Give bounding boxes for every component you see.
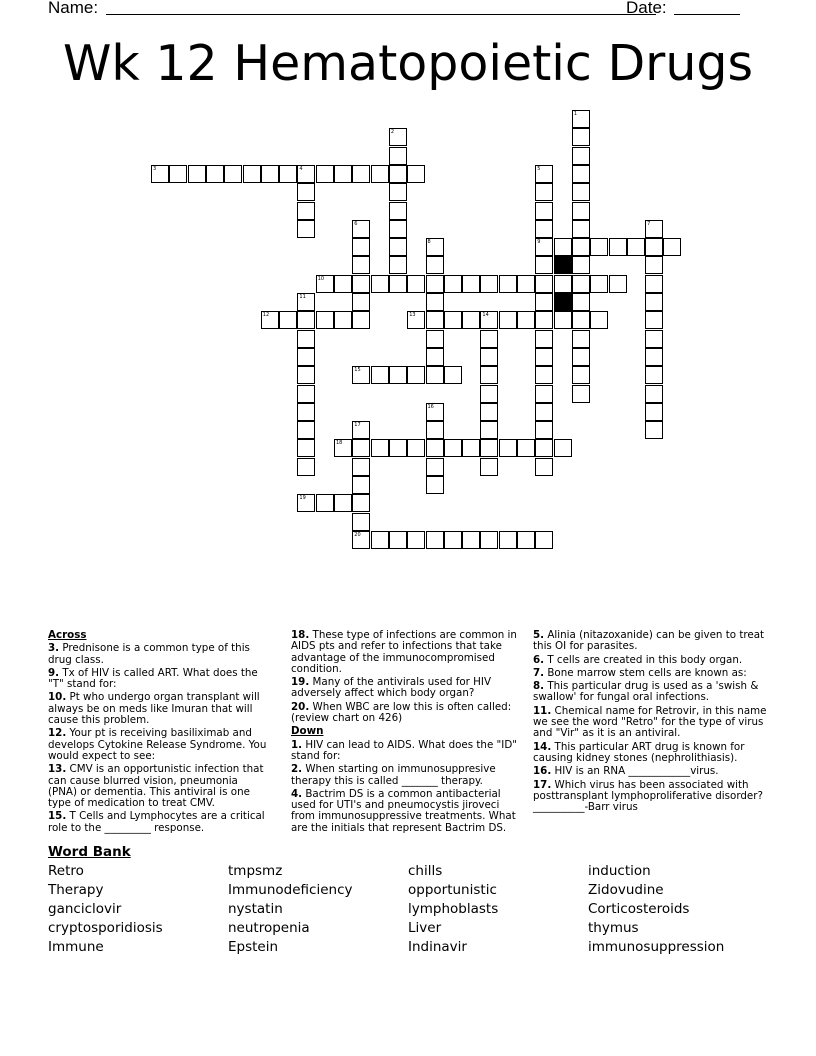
grid-cell[interactable] xyxy=(480,366,498,384)
grid-cell[interactable] xyxy=(352,238,370,256)
grid-cell[interactable] xyxy=(297,202,315,220)
cell-number: 6 xyxy=(354,220,358,227)
grid-cell[interactable] xyxy=(572,183,590,201)
grid-cell[interactable] xyxy=(297,183,315,201)
clues-column-2 xyxy=(291,630,523,836)
cell-number: 8 xyxy=(427,239,431,246)
grid-cell[interactable] xyxy=(389,531,407,549)
word-bank-item: cryptosporidiosis xyxy=(48,920,163,936)
grid-cell[interactable] xyxy=(352,494,370,512)
grid-cell[interactable] xyxy=(426,293,444,311)
grid-cell[interactable] xyxy=(297,458,315,476)
clue: 6. T cells are created in this body organ. xyxy=(533,653,743,666)
grid-cell[interactable] xyxy=(535,366,553,384)
grid-cell[interactable] xyxy=(389,256,407,274)
word-bank-item: Therapy xyxy=(48,882,104,898)
grid-cell[interactable] xyxy=(297,293,315,311)
clue: 2. When starting on immunosuppresive therapy this is called _______ therapy. xyxy=(291,763,496,787)
grid-cell[interactable] xyxy=(407,366,425,384)
clue: 12. Your pt is receiving basiliximab and develops Cytokine Release Syndrome. You would expect to see: xyxy=(48,727,267,762)
grid-cell[interactable] xyxy=(480,275,498,293)
across-heading: Across xyxy=(48,629,87,641)
grid-cell[interactable] xyxy=(169,165,187,183)
down-heading: Down xyxy=(291,725,324,738)
grid-cell[interactable] xyxy=(352,275,370,293)
grid-cell[interactable] xyxy=(572,275,590,293)
clue: 17. Which virus has been associated with posttransplant lymphoproliferative disorder? __________-Barr virus xyxy=(533,778,763,814)
grid-cell[interactable] xyxy=(663,238,681,256)
grid-cell[interactable] xyxy=(243,165,261,183)
grid-cell[interactable] xyxy=(590,238,608,256)
word-bank-item: Immune xyxy=(48,939,104,955)
grid-cell[interactable] xyxy=(627,238,645,256)
grid-cell[interactable] xyxy=(188,165,206,183)
grid-cell[interactable] xyxy=(609,275,627,293)
grid-cell[interactable] xyxy=(334,275,352,293)
grid-cell[interactable] xyxy=(535,421,553,439)
clue: 10. Pt who undergo organ transplant will always be on meds like Imuran that will cause this problem. xyxy=(48,691,260,727)
grid-cell[interactable] xyxy=(572,348,590,366)
grid-cell[interactable] xyxy=(426,238,444,256)
word-bank-item: Corticosteroids xyxy=(588,901,690,917)
grid-cell[interactable] xyxy=(645,275,663,293)
grid-cell[interactable] xyxy=(645,293,663,311)
grid-cell[interactable] xyxy=(426,421,444,439)
grid-cell[interactable] xyxy=(572,293,590,311)
clue: 18. These type of infections are common in AIDS pts and refer to infections that take advantage of the immunocompromised condition. xyxy=(291,629,517,675)
grid-cell[interactable] xyxy=(645,220,663,238)
word-bank-column xyxy=(228,862,352,957)
grid-cell[interactable] xyxy=(151,165,169,183)
grid-cell[interactable] xyxy=(297,366,315,384)
grid-cell[interactable] xyxy=(499,275,517,293)
grid-block xyxy=(554,293,572,311)
grid-cell[interactable] xyxy=(224,165,242,183)
grid-cell[interactable] xyxy=(426,330,444,348)
grid-cell[interactable] xyxy=(371,439,389,457)
grid-cell[interactable] xyxy=(535,531,553,549)
grid-cell[interactable] xyxy=(297,311,315,329)
grid-cell[interactable] xyxy=(316,311,334,329)
grid-cell[interactable] xyxy=(572,220,590,238)
clues-column-3 xyxy=(533,630,769,815)
grid-cell[interactable] xyxy=(426,275,444,293)
grid-cell[interactable] xyxy=(389,202,407,220)
grid-cell[interactable] xyxy=(444,311,462,329)
grid-cell[interactable] xyxy=(426,348,444,366)
grid-cell[interactable] xyxy=(480,531,498,549)
grid-cell[interactable] xyxy=(572,202,590,220)
grid-cell[interactable] xyxy=(535,348,553,366)
grid-cell[interactable] xyxy=(297,385,315,403)
word-bank-item: ganciclovir xyxy=(48,901,122,917)
word-bank-item: immunosuppression xyxy=(588,939,725,955)
word-bank-item: Retro xyxy=(48,863,84,879)
grid-cell[interactable] xyxy=(572,147,590,165)
grid-cell[interactable] xyxy=(444,366,462,384)
grid-cell[interactable] xyxy=(352,256,370,274)
grid-cell[interactable] xyxy=(444,439,462,457)
page-title: Wk 12 Hematopoietic Drugs xyxy=(62,35,754,92)
grid-cell[interactable] xyxy=(316,494,334,512)
word-bank-item: lymphoblasts xyxy=(408,901,499,917)
clue: 16. HIV is an RNA ____________virus. xyxy=(533,765,719,778)
grid-cell[interactable] xyxy=(371,366,389,384)
grid-cell[interactable] xyxy=(352,421,370,439)
grid-cell[interactable] xyxy=(499,531,517,549)
grid-cell[interactable] xyxy=(352,439,370,457)
grid-cell[interactable] xyxy=(352,220,370,238)
grid-cell[interactable] xyxy=(426,476,444,494)
grid-cell[interactable] xyxy=(426,531,444,549)
grid-cell[interactable] xyxy=(535,275,553,293)
cell-number: 2 xyxy=(390,129,395,136)
grid-cell[interactable] xyxy=(554,238,572,256)
grid-cell[interactable] xyxy=(462,275,480,293)
grid-cell[interactable] xyxy=(535,385,553,403)
grid-cell[interactable] xyxy=(480,439,498,457)
grid-cell[interactable] xyxy=(645,366,663,384)
grid-cell[interactable] xyxy=(535,330,553,348)
grid-cell[interactable] xyxy=(352,531,370,549)
grid-cell[interactable] xyxy=(572,238,590,256)
clue: 11. Chemical name for Retrovir, in this name we see the word "Retro" for the type of virus and "Vir" as it is an antiviral. xyxy=(533,704,767,740)
grid-cell[interactable] xyxy=(426,439,444,457)
clue: 13. CMV is an opportunistic infection that can cause blurred vision, pneumonia (PNA) or dementia. This antiviral is one type of medication to treat CMV. xyxy=(48,763,264,810)
grid-cell[interactable] xyxy=(297,348,315,366)
grid-cell[interactable] xyxy=(535,311,553,329)
cell-number: 17 xyxy=(354,422,361,429)
clue: 7. Bone marrow stem cells are known as: xyxy=(533,666,747,679)
clue: 5. Alinia (nitazoxanide) can be given to treat this OI for parasites. xyxy=(533,629,765,653)
grid-cell[interactable] xyxy=(535,238,553,256)
grid-cell[interactable] xyxy=(554,275,572,293)
cell-number: 9 xyxy=(537,239,541,246)
grid-cell[interactable] xyxy=(389,165,407,183)
word-bank-item: thymus xyxy=(588,920,639,936)
grid-cell[interactable] xyxy=(572,128,590,146)
grid-cell[interactable] xyxy=(572,110,590,128)
grid-cell[interactable] xyxy=(297,421,315,439)
grid-cell[interactable] xyxy=(535,458,553,476)
cell-number: 3 xyxy=(153,165,157,172)
word-bank-column xyxy=(48,862,163,957)
grid-cell[interactable] xyxy=(352,311,370,329)
grid-cell[interactable] xyxy=(609,238,627,256)
grid-cell[interactable] xyxy=(297,403,315,421)
grid-cell[interactable] xyxy=(645,256,663,274)
grid-cell[interactable] xyxy=(645,403,663,421)
grid-cell[interactable] xyxy=(444,531,462,549)
grid-cell[interactable] xyxy=(480,385,498,403)
grid-cell[interactable] xyxy=(645,311,663,329)
grid-cell[interactable] xyxy=(371,165,389,183)
grid-cell[interactable] xyxy=(334,439,352,457)
word-bank-item: Epstein xyxy=(228,939,279,955)
grid-cell[interactable] xyxy=(407,165,425,183)
word-bank-title: Word Bank xyxy=(48,844,131,860)
grid-cell[interactable] xyxy=(371,531,389,549)
grid-cell[interactable] xyxy=(279,311,297,329)
word-bank-column xyxy=(408,862,498,957)
grid-cell[interactable] xyxy=(572,165,590,183)
word-bank-item: nystatin xyxy=(228,901,283,917)
grid-cell[interactable] xyxy=(462,311,480,329)
grid-cell[interactable] xyxy=(261,165,279,183)
grid-cell[interactable] xyxy=(297,439,315,457)
grid-cell[interactable] xyxy=(645,421,663,439)
clue: 3. Prednisone is a common type of this drug class. xyxy=(48,642,250,666)
grid-cell[interactable] xyxy=(535,202,553,220)
cell-number: 15 xyxy=(354,367,361,374)
grid-cell[interactable] xyxy=(444,275,462,293)
grid-cell[interactable] xyxy=(645,385,663,403)
grid-cell[interactable] xyxy=(572,311,590,329)
grid-cell[interactable] xyxy=(389,183,407,201)
grid-cell[interactable] xyxy=(352,513,370,531)
grid-cell[interactable] xyxy=(297,330,315,348)
cell-number: 18 xyxy=(336,440,343,447)
grid-cell[interactable] xyxy=(352,476,370,494)
word-bank-item: Liver xyxy=(408,920,442,936)
cell-number: 5 xyxy=(537,165,541,172)
grid-cell[interactable] xyxy=(389,147,407,165)
word-bank-item: tmpsmz xyxy=(228,863,283,879)
grid-cell[interactable] xyxy=(590,275,608,293)
grid-cell[interactable] xyxy=(352,366,370,384)
grid-cell[interactable] xyxy=(426,256,444,274)
cell-number: 14 xyxy=(482,312,489,319)
grid-cell[interactable] xyxy=(535,293,553,311)
grid-cell[interactable] xyxy=(480,458,498,476)
grid-cell[interactable] xyxy=(499,311,517,329)
grid-cell[interactable] xyxy=(316,275,334,293)
cell-number: 10 xyxy=(317,275,325,282)
clue: 20. When WBC are low this is often called: (review chart on 426) xyxy=(291,700,512,725)
word-bank-item: chills xyxy=(408,863,443,879)
grid-cell[interactable] xyxy=(407,275,425,293)
word-bank-item: induction xyxy=(588,863,651,879)
cell-number: 13 xyxy=(409,312,416,319)
grid-cell[interactable] xyxy=(590,311,608,329)
grid-cell[interactable] xyxy=(206,165,224,183)
grid-cell[interactable] xyxy=(517,275,535,293)
grid-cell[interactable] xyxy=(426,366,444,384)
word-bank-item: Indinavir xyxy=(408,939,467,955)
cell-number: 19 xyxy=(299,495,306,502)
clue: 9. Tx of HIV is called ART. What does the "T" stand for: xyxy=(48,666,258,691)
grid-cell[interactable] xyxy=(297,165,315,183)
clues-column-1 xyxy=(48,630,270,836)
word-bank-column xyxy=(588,862,724,957)
clue: 1. HIV can lead to AIDS. What does the "ID" stand for: xyxy=(291,738,517,762)
name-label: Name: xyxy=(48,0,99,17)
grid-cell[interactable] xyxy=(572,385,590,403)
cell-number: 7 xyxy=(647,220,651,227)
grid-cell[interactable] xyxy=(535,165,553,183)
grid-cell[interactable] xyxy=(261,311,279,329)
word-bank-item: Immunodeficiency xyxy=(228,882,353,898)
clue: 14. This particular ART drug is known for causing kidney stones (nephrolithiasis). xyxy=(533,740,745,764)
grid-cell[interactable] xyxy=(517,531,535,549)
grid-cell[interactable] xyxy=(572,330,590,348)
cell-number: 20 xyxy=(354,531,361,538)
grid-cell[interactable] xyxy=(480,421,498,439)
grid-cell[interactable] xyxy=(352,458,370,476)
cell-number: 4 xyxy=(299,165,303,172)
grid-cell[interactable] xyxy=(297,220,315,238)
word-bank-item: opportunistic xyxy=(408,882,497,898)
grid-cell[interactable] xyxy=(407,311,425,329)
grid-cell[interactable] xyxy=(371,275,389,293)
cell-number: 16 xyxy=(427,403,434,410)
grid-cell[interactable] xyxy=(389,275,407,293)
clue: 15. T Cells and Lymphocytes are a critical role to the _________ response. xyxy=(48,810,265,834)
grid-cell[interactable] xyxy=(517,311,535,329)
word-bank-item: Zidovudine xyxy=(588,882,664,898)
grid-cell[interactable] xyxy=(480,330,498,348)
grid-cell[interactable] xyxy=(480,403,498,421)
word-bank-item: neutropenia xyxy=(228,920,310,936)
grid-cell[interactable] xyxy=(389,238,407,256)
grid-cell[interactable] xyxy=(517,439,535,457)
grid-cell[interactable] xyxy=(535,403,553,421)
cell-number: 12 xyxy=(262,312,270,319)
grid-cell[interactable] xyxy=(480,311,498,329)
grid-cell[interactable] xyxy=(645,238,663,256)
grid-cell[interactable] xyxy=(297,494,315,512)
grid-cell[interactable] xyxy=(480,348,498,366)
grid-cell[interactable] xyxy=(389,128,407,146)
cell-number: 1 xyxy=(573,111,578,117)
grid-cell[interactable] xyxy=(426,403,444,421)
grid-cell[interactable] xyxy=(352,293,370,311)
clue: 8. This particular drug is used as a 'swish & swallow' for fungal oral infections. xyxy=(533,680,759,704)
clue: 19. Many of the antivirals used for HIV adversely affect which body organ? xyxy=(291,676,492,700)
grid-block xyxy=(554,256,572,274)
cell-number: 11 xyxy=(299,294,306,300)
grid-cell[interactable] xyxy=(535,220,553,238)
grid-cell[interactable] xyxy=(389,220,407,238)
grid-cell[interactable] xyxy=(462,531,480,549)
grid-cell[interactable] xyxy=(499,439,517,457)
grid-cell[interactable] xyxy=(352,165,370,183)
clue: 4. Bactrim DS is a common antibacterial used for UTI's and pneumocystis jiroveci from immunosuppressive treatments. What are the initials that represent Bactrim DS. xyxy=(291,787,516,834)
grid-cell[interactable] xyxy=(572,256,590,274)
grid-cell[interactable] xyxy=(535,439,553,457)
grid-cell[interactable] xyxy=(462,439,480,457)
grid-cell[interactable] xyxy=(279,165,297,183)
grid-cell[interactable] xyxy=(334,311,352,329)
grid-cell[interactable] xyxy=(426,458,444,476)
grid-cell[interactable] xyxy=(535,256,553,274)
grid-cell[interactable] xyxy=(426,311,444,329)
grid-cell[interactable] xyxy=(645,330,663,348)
grid-cell[interactable] xyxy=(316,165,334,183)
grid-cell[interactable] xyxy=(554,439,572,457)
grid-cell[interactable] xyxy=(535,183,553,201)
grid-cell[interactable] xyxy=(572,366,590,384)
grid-cell[interactable] xyxy=(334,494,352,512)
grid-cell[interactable] xyxy=(334,165,352,183)
grid-cell[interactable] xyxy=(407,439,425,457)
grid-cell[interactable] xyxy=(389,366,407,384)
grid-cell[interactable] xyxy=(645,348,663,366)
date-label: Date: xyxy=(626,0,667,17)
grid-cell[interactable] xyxy=(554,311,572,329)
grid-cell[interactable] xyxy=(407,531,425,549)
grid-cell[interactable] xyxy=(389,439,407,457)
